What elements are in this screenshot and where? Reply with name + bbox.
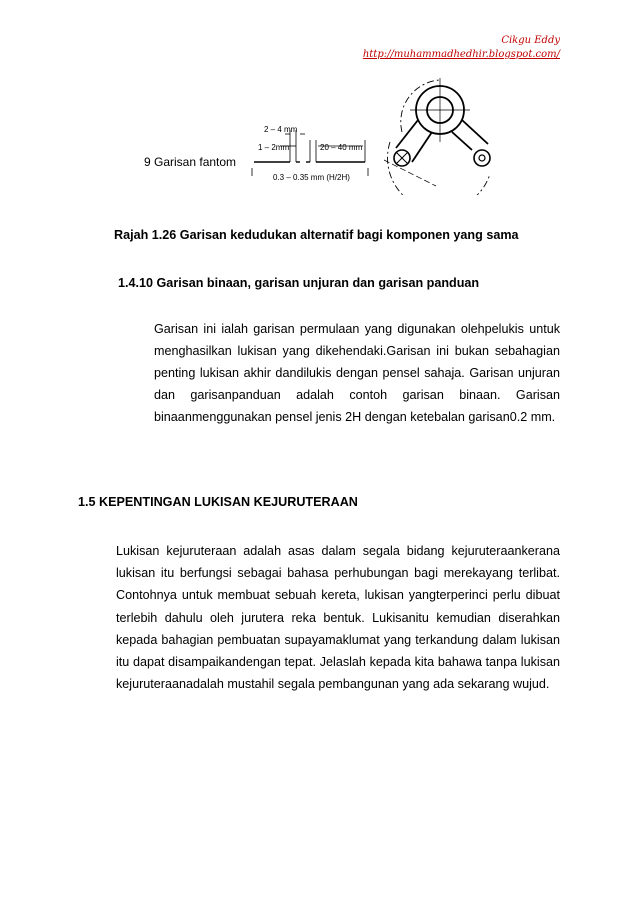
dimension-marks xyxy=(252,130,368,176)
alternative-position-drawing xyxy=(384,78,490,195)
section-1-5-body: Lukisan kejuruteraan adalah asas dalam segala bidang kejuruteraankerana lukisan itu berfungsi sebagai bahasa perhubungan bagi merekayang terlibat. Contohnya untuk membuat sebuah kereta, lukisan yangterperinci perlu dibuat terlebih dahulu oleh jurutera reka bentuk. Lukisanitu kemudian diserahkan kepada bahagian pembuatan supayamaklumat yang terkandung dalam lukisan itu dapat disampaikandengan tepat. Jelaslah kepada kita bahawa tanpa lukisan kejuruteraanadalah mustahil segala pembangunan yang ada sekarang wujud. xyxy=(116,544,560,692)
figure-label: 9 Garisan fantom xyxy=(144,155,237,169)
section-1-4-10-heading: 1.4.10 Garisan binaan, garisan unjuran dan garisan panduan xyxy=(118,276,480,290)
section-1-5-heading: 1.5 KEPENTINGAN LUKISAN KEJURUTERAAN xyxy=(78,495,358,509)
page-header xyxy=(363,34,560,62)
dim-left-label: 1 – 2mm xyxy=(258,143,290,152)
header-blog-link[interactable]: http://muhammadhedhir.blogspot.com/ xyxy=(362,49,560,60)
dim-right-label: 20 – 40 mm xyxy=(320,143,363,152)
header-author: Cikgu Eddy xyxy=(501,35,560,46)
dim-bottom-label: 0.3 – 0.35 mm (H/2H) xyxy=(273,173,350,182)
section-1-4-10-body: Garisan ini ialah garisan permulaan yang digunakan olehpelukis untuk menghasilkan lukisan yang dikehendaki.Garisan ini bukan sebahagian penting lukisan akhir dandilukis dengan pensel sahaja. Garisan unjuran dan garisanpanduan adalah contoh garisan binaan. Garisan binaanmenggunakan pensel jenis 2H dengan ketebalan garisan0.2 mm. xyxy=(154,322,560,424)
phantom-line-figure xyxy=(140,70,500,195)
figure-caption: Rajah 1.26 Garisan kedudukan alternatif bagi komponen yang sama xyxy=(114,228,519,242)
dim-top-label: 2 – 4 mm xyxy=(264,125,298,134)
